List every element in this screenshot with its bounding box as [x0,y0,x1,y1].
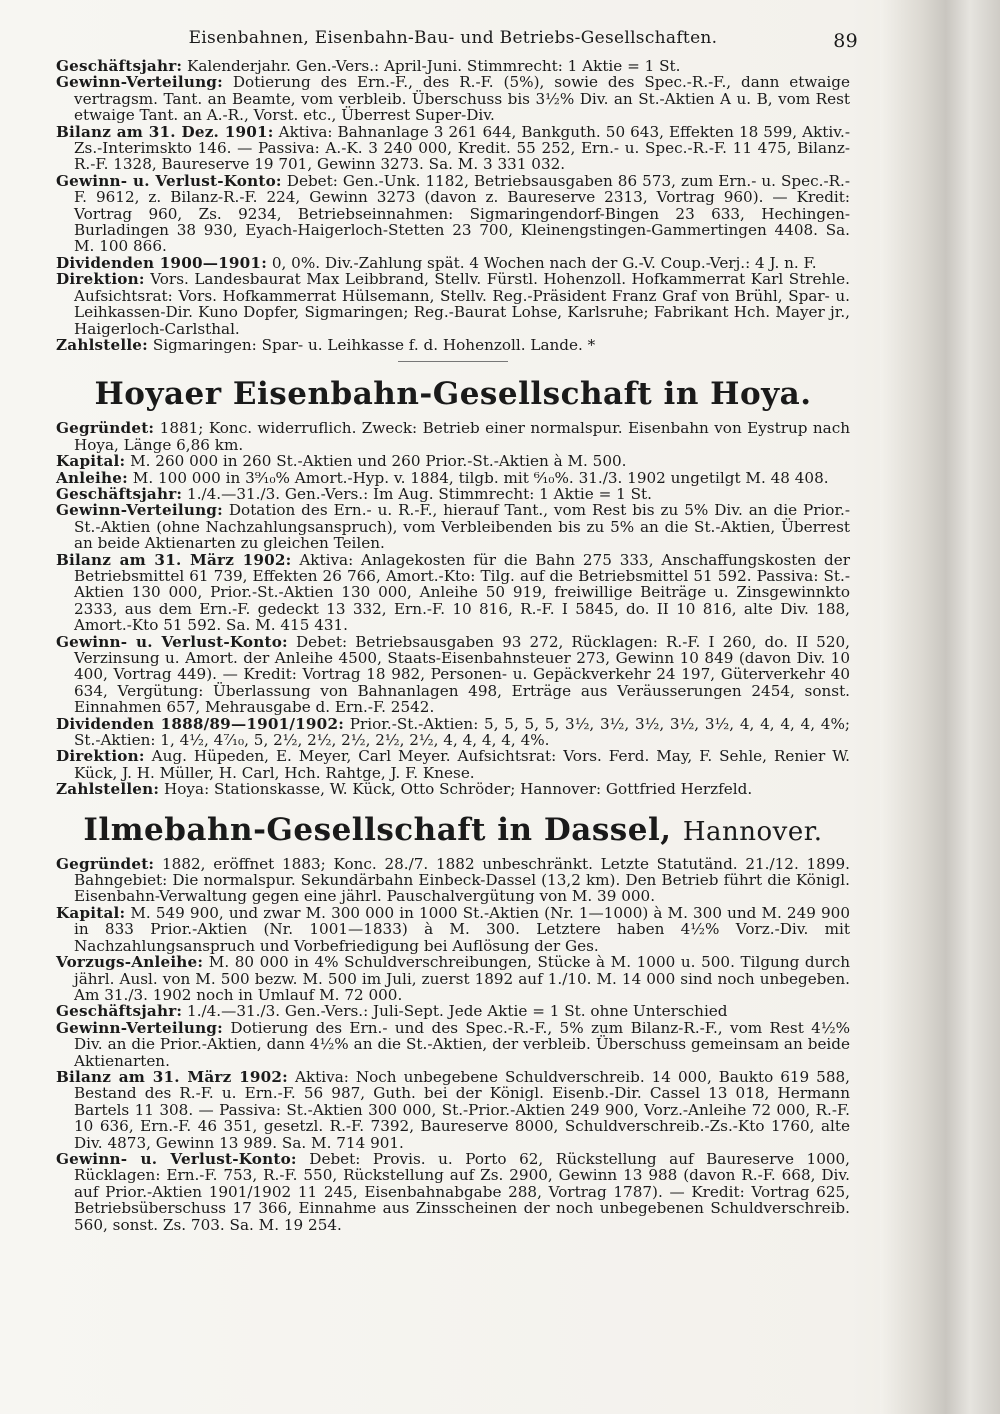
entry-label: Gewinn- u. Verlust-Konto: [56,632,288,651]
entry-label: Vorzugs-Anleihe: [56,953,204,972]
section-previous-company [56,58,850,362]
page-header [56,28,858,52]
section-subtitle: Hannover. [682,816,823,847]
running-head: Eisenbahnen, Eisenbahn-Bau- und Betriebs-Gesellschaften. [188,28,718,48]
entry-geschaeftsjahr [56,58,850,74]
entry-zahlstelle [56,337,850,353]
section-hoyaer [56,376,850,797]
entry-text: M. 100 000 in 3⁹⁄₁₀% Amort.-Hyp. v. 1884, tilgb. mit ⁶⁄₁₀%. 31./3. 1902 ungetilgt M. 48 408. [132,468,829,487]
entry-gegruendet [56,856,850,905]
entry-anleihe [56,470,850,486]
entry-label: Zahlstellen: [56,780,160,799]
entry-gewinn-verlust [56,1151,850,1233]
entry-text: 1./4.—31./3. Gen.-Vers.: Juli-Sept. Jede Aktie = 1 St. ohne Unterschied [187,1002,728,1021]
entry-text: 1./4.—31./3. Gen.-Vers.: Im Aug. Stimmrecht: 1 Aktie = 1 St. [187,484,652,503]
entry-text: Dotation des Ern.- u. R.-F., hierauf Tant., vom Rest bis zu 5% Div. an die Prior.-St.-Aktien (ohne Nachzahlungsanspruch), vom Verbleibenden bis zu 5% an die St.-Aktien, Überrest an beide Aktienarten zu gleichen Teilen. [74,501,851,553]
entry-label: Direktion: [56,270,145,289]
entry-vorzugs-anleihe [56,954,850,1003]
entry-text: 1882, eröffnet 1883; Konc. 28./7. 1882 unbeschränkt. Letzte Statutänd. 21./12. 1899. Bahngebiet: Die normalspur. Sekundärbahn Einbeck-Dassel (13,2 km). Den Betrieb führt die Königl. Eisenbahn-Verwaltung gegen eine jährl. Pauschalvergütung von M. 39 000. [74,854,850,906]
entry-gewinn-verteilung [56,502,850,551]
section-title-text: Hoyaer Eisenbahn-Gesellschaft in Hoya. [94,376,812,413]
entry-label: Geschäftsjahr: [56,1002,183,1021]
entry-kapital [56,905,850,954]
entry-label: Geschäftsjahr: [56,484,183,503]
entry-gewinn-verteilung [56,74,850,123]
section-divider [398,361,508,362]
section-title [56,376,850,412]
entry-label: Bilanz am 31. März 1902: [56,550,292,569]
entry-geschaeftsjahr [56,486,850,502]
entry-text: M. 80 000 in 4% Schuldverschreibungen, Stücke à M. 1000 u. 500. Tilgung durch jährl. Ausl. von M. 500 bezw. M. 500 im Juli, zuerst 1892 auf 1./10. M. 14 000 sind noch unbegeben. Am 31./3. 1902 noch in Umlauf M. 72 000. [74,953,850,1004]
page-edge-shadow [880,0,1000,1414]
entry-label: Dividenden 1900—1901: [56,253,268,272]
entry-kapital [56,453,850,469]
entry-text: Vors. Landesbaurat Max Leibbrand, Stellv. Fürstl. Hohenzoll. Hofkammerrat Karl Strehle. Aufsichtsrat: Vors. Hofkammerrat Hülsemann, Stellv. Reg.-Präsident Franz Graf von Brühl, Spar- u. Leihkassen-Dir. Kuno Dopfer, Sigmaringen; Reg.-Baurat Lohse, Karlsruhe; Fabrikant Hch. Mayer jr., Haigerloch-Carlsthal. [74,270,850,338]
entry-text: Aug. Hüpeden, E. Meyer, Carl Meyer. Aufsichtsrat: Vors. Ferd. May, F. Sehle, Renier W. Kück, J. H. Müller, H. Carl, Hch. Rahtge, J. F. Knese. [74,747,850,782]
entry-label: Geschäftsjahr: [56,57,183,75]
entry-bilanz [56,552,850,634]
section-title [56,812,850,848]
entry-zahlstellen [56,781,850,797]
entry-text: Debet: Betriebsausgaben 93 272, Rücklagen: R.-F. I 260, do. II 520, Verzinsung u. Amort. der Anleihe 4500, Staats-Eisenbahnsteuer 273, Gewinn 10 849 (davon Div. 10 400, Vortrag 449). — Kredit: Vortrag 18 982, Personen- u. Gepäckverkehr 24 197, Güterverkehr 40 634, Vergütung: Überlassung von Bahnanlagen 498, Erträge aus Veräusserungen 2454, sonst. Einnahmen 657, Mehrausgabe d. Ern.-F. 2542. [74,632,850,717]
entry-label: Zahlstelle: [56,335,148,354]
entry-label: Gewinn- u. Verlust-Konto: [56,1149,297,1168]
entry-direktion [56,271,850,337]
entry-label: Anleihe: [56,468,128,487]
entry-text: 1881; Konc. widerruflich. Zweck: Betrieb einer normalspur. Eisenbahn von Eystrup nach Hoya, Länge 6,86 km. [74,419,850,454]
entry-text: Aktiva: Bahnanlage 3 261 644, Bankguth. 50 643, Effekten 18 599, Aktiv.-Zs.-Interimskto 146. — Passiva: A.-K. 3 240 000, Kredit. 55 252, Ern.- u. Spec.-R.-F. 11 475, Bilanz-R.-F. 1328, Baureserve 19 701, Gewinn 3273. Sa. M. 3 331 032. [74,122,851,174]
entry-gewinn-verteilung [56,1020,850,1069]
entry-text: M. 260 000 in 260 St.-Aktien und 260 Prior.-St.-Aktien à M. 500. [130,452,627,471]
entry-label: Gegründet: [56,854,155,873]
entry-bilanz [56,1069,850,1151]
entry-text: Debet: Provis. u. Porto 62, Rückstellung auf Baureserve 1000, Rücklagen: Ern.-F. 753, R.-F. 550, Rückstellung auf Zs. 2900, Gewinn 13 988 (davon R.-F. 668, Div. auf Prior.-Aktien 1901/1902 11 245, Eisenbahnabgabe 288, Vortrag 1787). — Kredit: Vortrag 625, Betriebsüberschuss 17 366, Einnahme aus Zinsscheinen der noch unbegebenen Schuldverschreib. 560, sonst. Zs. 703. Sa. M. 19 254. [74,1149,851,1234]
entry-label: Gewinn-Verteilung: [56,501,223,520]
entry-text: Kalenderjahr. Gen.-Vers.: April-Juni. Stimmrecht: 1 Aktie = 1 St. [187,57,681,75]
entry-label: Kapital: [56,452,126,471]
entry-text: Dotierung des Ern.- und des Spec.-R.-F., 5% zum Bilanz-R.-F., vom Rest 4½% Div. an die Prior.-Aktien, dann 4½% an die St.-Aktien, der verbleib. Überschuss gemeinsam an beide Aktienarten. [74,1018,851,1070]
entry-text: Prior.-St.-Aktien: 5, 5, 5, 5, 3½, 3½, 3½, 3½, 3½, 4, 4, 4, 4, 4%; St.-Aktien: 1, 4½, 4⁷⁄₁₀, 5, 2½, 2½, 2½, 2½, 2½, 4, 4, 4, 4, 4%. [74,714,851,750]
entry-label: Direktion: [56,747,145,766]
entry-label: Gewinn-Verteilung: [56,73,223,92]
entry-label: Gegründet: [56,419,155,438]
entry-gewinn-verlust [56,173,850,255]
entry-bilanz [56,124,850,173]
entry-text: M. 549 900, und zwar M. 300 000 in 1000 St.-Aktien (Nr. 1—1000) à M. 300 und M. 249 900 in 833 Prior.-Aktien (Nr. 1001—1833) à M. 300. Letztere haben 4½% Vorz.-Div. mit Nachzahlungsanspruch und Vorbefriedigung bei Auflösung der Ges. [74,903,850,955]
entry-text: Hoya: Stationskasse, W. Kück, Otto Schröder; Hannover: Gottfried Herzfeld. [164,780,753,799]
entry-label: Gewinn-Verteilung: [56,1018,223,1037]
entry-gewinn-verlust [56,634,850,716]
entry-geschaeftsjahr [56,1003,850,1019]
entry-text: Debet: Gen.-Unk. 1182, Betriebsausgaben 86 573, zum Ern.- u. Spec.-R.-F. 9612, z. Bilanz-R.-F. 224, Gewinn 3273 (davon z. Baureserve 2313, Vortrag 960). — Kredit: Vortrag 960, Zs. 9234, Betriebseinnahmen: Sigmaringendorf-Bingen 23 633, Hechingen-Burladingen 38 930, Eyach-Haigerloch-Stetten 23 700, Kleinengstingen-Gammertingen 4408. Sa. M. 100 866. [74,171,851,256]
entry-label: Kapital: [56,903,126,922]
entry-dividenden [56,255,850,271]
entry-gegruendet [56,420,850,453]
entry-label: Bilanz am 31. Dez. 1901: [56,122,274,141]
entry-text: Aktiva: Anlagekosten für die Bahn 275 333, Anschaffungskosten der Betriebsmittel 61 739, Effekten 26 766, Amort.-Kto: Tilg. auf die Betriebsmittel 51 592. Passiva: St.-Aktien 130 000, Prior.-St.-Aktien 130 000, Anleihe 50 919, freiwillige Beiträge u. Zinsgewinnkto 2333, aus dem Ern.-F. gedeckt 13 332, Ern.-F. 10 816, R.-F. I 5845, do. II 10 816, alte Div. 188, Amort.-Kto 51 592. Sa. M. 415 431. [74,550,850,635]
entry-label: Dividenden 1888/89—1901/1902: [56,714,345,733]
entry-direktion [56,748,850,781]
section-ilmebahn [56,812,850,1233]
entry-label: Bilanz am 31. März 1902: [56,1067,288,1086]
page-number: 89 [833,30,858,52]
section-title-text: Ilmebahn-Gesellschaft in Dassel, [83,811,672,848]
entry-dividenden [56,716,850,749]
entry-text: Sigmaringen: Spar- u. Leihkasse f. d. Hohenzoll. Lande. * [152,335,596,354]
entry-text: Dotierung des Ern.-F., des R.-F. (5%), sowie des Spec.-R.-F., dann etwaige vertragsm. Tant. an Beamte, vom verbleib. Überschuss bis 3½% Div. an St.-Aktien A u. B, vom Rest etwaige Tant. an A.-R., Vorst. etc., Überrest Super-Div. [74,73,850,125]
entry-label: Gewinn- u. Verlust-Konto: [56,171,282,190]
entry-text: 0, 0%. Div.-Zahlung spät. 4 Wochen nach der G.-V. Coup.-Verj.: 4 J. n. F. [271,253,817,272]
entry-text: Aktiva: Noch unbegebene Schuldverschreib. 14 000, Baukto 619 588, Bestand des R.-F. u. Ern.-F. 56 987, Guth. bei der Königl. Eisenb.-Dir. Cassel 13 018, Hermann Bartels 11 308. — Passiva: St.-Aktien 300 000, St.-Prior.-Aktien 249 900, Vorz.-Anleihe 72 000, R.-F. 10 636, Ern.-F. 46 351, gesetzl. R.-F. 7392, Baureserve 8000, Schuldverschreib.-Zs.-Kto 1760, alte Div. 4873, Gewinn 13 989. Sa. M. 714 901. [74,1067,850,1152]
